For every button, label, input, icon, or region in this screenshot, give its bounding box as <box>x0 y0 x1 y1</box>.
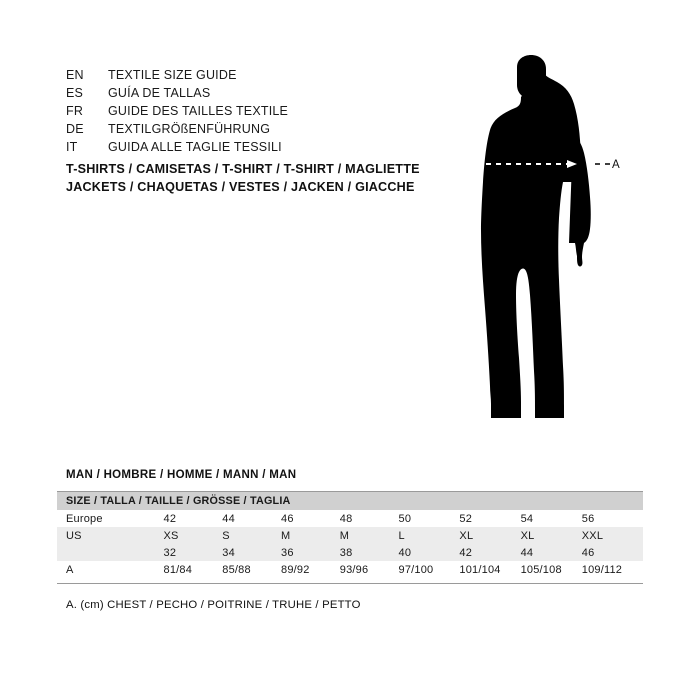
table-title: MAN / HOMBRE / HOMME / MANN / MAN <box>66 469 297 481</box>
row-label: Europe <box>66 512 103 525</box>
cell: 81/84 <box>163 563 193 576</box>
table-row <box>57 561 643 578</box>
cell: 38 <box>339 546 353 559</box>
cell: 44 <box>520 546 534 559</box>
cell: 46 <box>281 512 294 525</box>
size-table <box>57 492 643 578</box>
row-label <box>57 544 164 561</box>
cell: 52 <box>459 512 473 525</box>
language-row <box>66 102 466 120</box>
cell: XXL <box>581 529 604 542</box>
cell: 42 <box>163 512 177 525</box>
garment-category-list <box>66 160 496 196</box>
language-row <box>66 120 466 138</box>
cell: 44 <box>222 512 235 525</box>
category-tshirts: T-SHIRTS / CAMISETAS / T-SHIRT / T-SHIRT / MAGLIETTE <box>66 162 420 176</box>
cell: 56 <box>581 512 595 525</box>
cell: XL <box>459 529 474 542</box>
cell: 54 <box>520 512 534 525</box>
cell: M <box>339 529 350 542</box>
cell: 101/104 <box>459 563 501 576</box>
cell: 42 <box>459 546 473 559</box>
cell: 50 <box>398 512 412 525</box>
cell: 109/112 <box>581 563 623 576</box>
language-title: TEXTILGRÖßENFÜHRUNG <box>108 122 271 136</box>
cell: L <box>398 529 405 542</box>
language-code: FR <box>66 104 84 118</box>
language-title: GUÍA DE TALLAS <box>108 86 211 100</box>
language-code: DE <box>66 122 84 136</box>
row-label: US <box>66 529 82 542</box>
cell: 85/88 <box>222 563 251 576</box>
language-code: EN <box>66 68 84 82</box>
cell: 105/108 <box>520 563 562 576</box>
language-row <box>66 138 466 156</box>
table-bottom-rule <box>57 583 643 584</box>
language-code: ES <box>66 86 84 100</box>
language-code: IT <box>66 140 78 154</box>
cell: 48 <box>339 512 353 525</box>
table-header-label: SIZE / TALLA / TAILLE / GRÖSSE / TAGLIA <box>66 495 291 507</box>
cell: S <box>222 529 230 542</box>
language-row <box>66 66 466 84</box>
language-list <box>66 66 466 156</box>
table-header-row <box>57 492 643 510</box>
table-row <box>57 527 643 544</box>
cell: 40 <box>398 546 412 559</box>
measurement-footnote: A. (cm) CHEST / PECHO / POITRINE / TRUHE / PETTO <box>66 599 361 611</box>
chest-marker-label: A <box>612 159 620 171</box>
cell: M <box>281 529 291 542</box>
cell: 46 <box>581 546 595 559</box>
chest-measure-line-icon <box>455 55 655 455</box>
cell: 89/92 <box>281 563 310 576</box>
cell: 32 <box>163 546 177 559</box>
cell: 36 <box>281 546 294 559</box>
language-row <box>66 84 466 102</box>
language-title: GUIDE DES TAILLES TEXTILE <box>108 104 289 118</box>
cell: XS <box>163 529 179 542</box>
category-jackets: JACKETS / CHAQUETAS / VESTES / JACKEN / GIACCHE <box>66 180 415 194</box>
cell: 97/100 <box>398 563 434 576</box>
table-row <box>57 544 643 561</box>
table-row <box>57 510 643 527</box>
cell: 34 <box>222 546 235 559</box>
cell: XL <box>520 529 535 542</box>
male-silhouette-illustration <box>455 55 655 455</box>
language-title: GUIDA ALLE TAGLIE TESSILI <box>108 140 282 154</box>
cell: 93/96 <box>339 563 369 576</box>
row-label: A <box>66 563 74 576</box>
language-title: TEXTILE SIZE GUIDE <box>108 68 237 82</box>
